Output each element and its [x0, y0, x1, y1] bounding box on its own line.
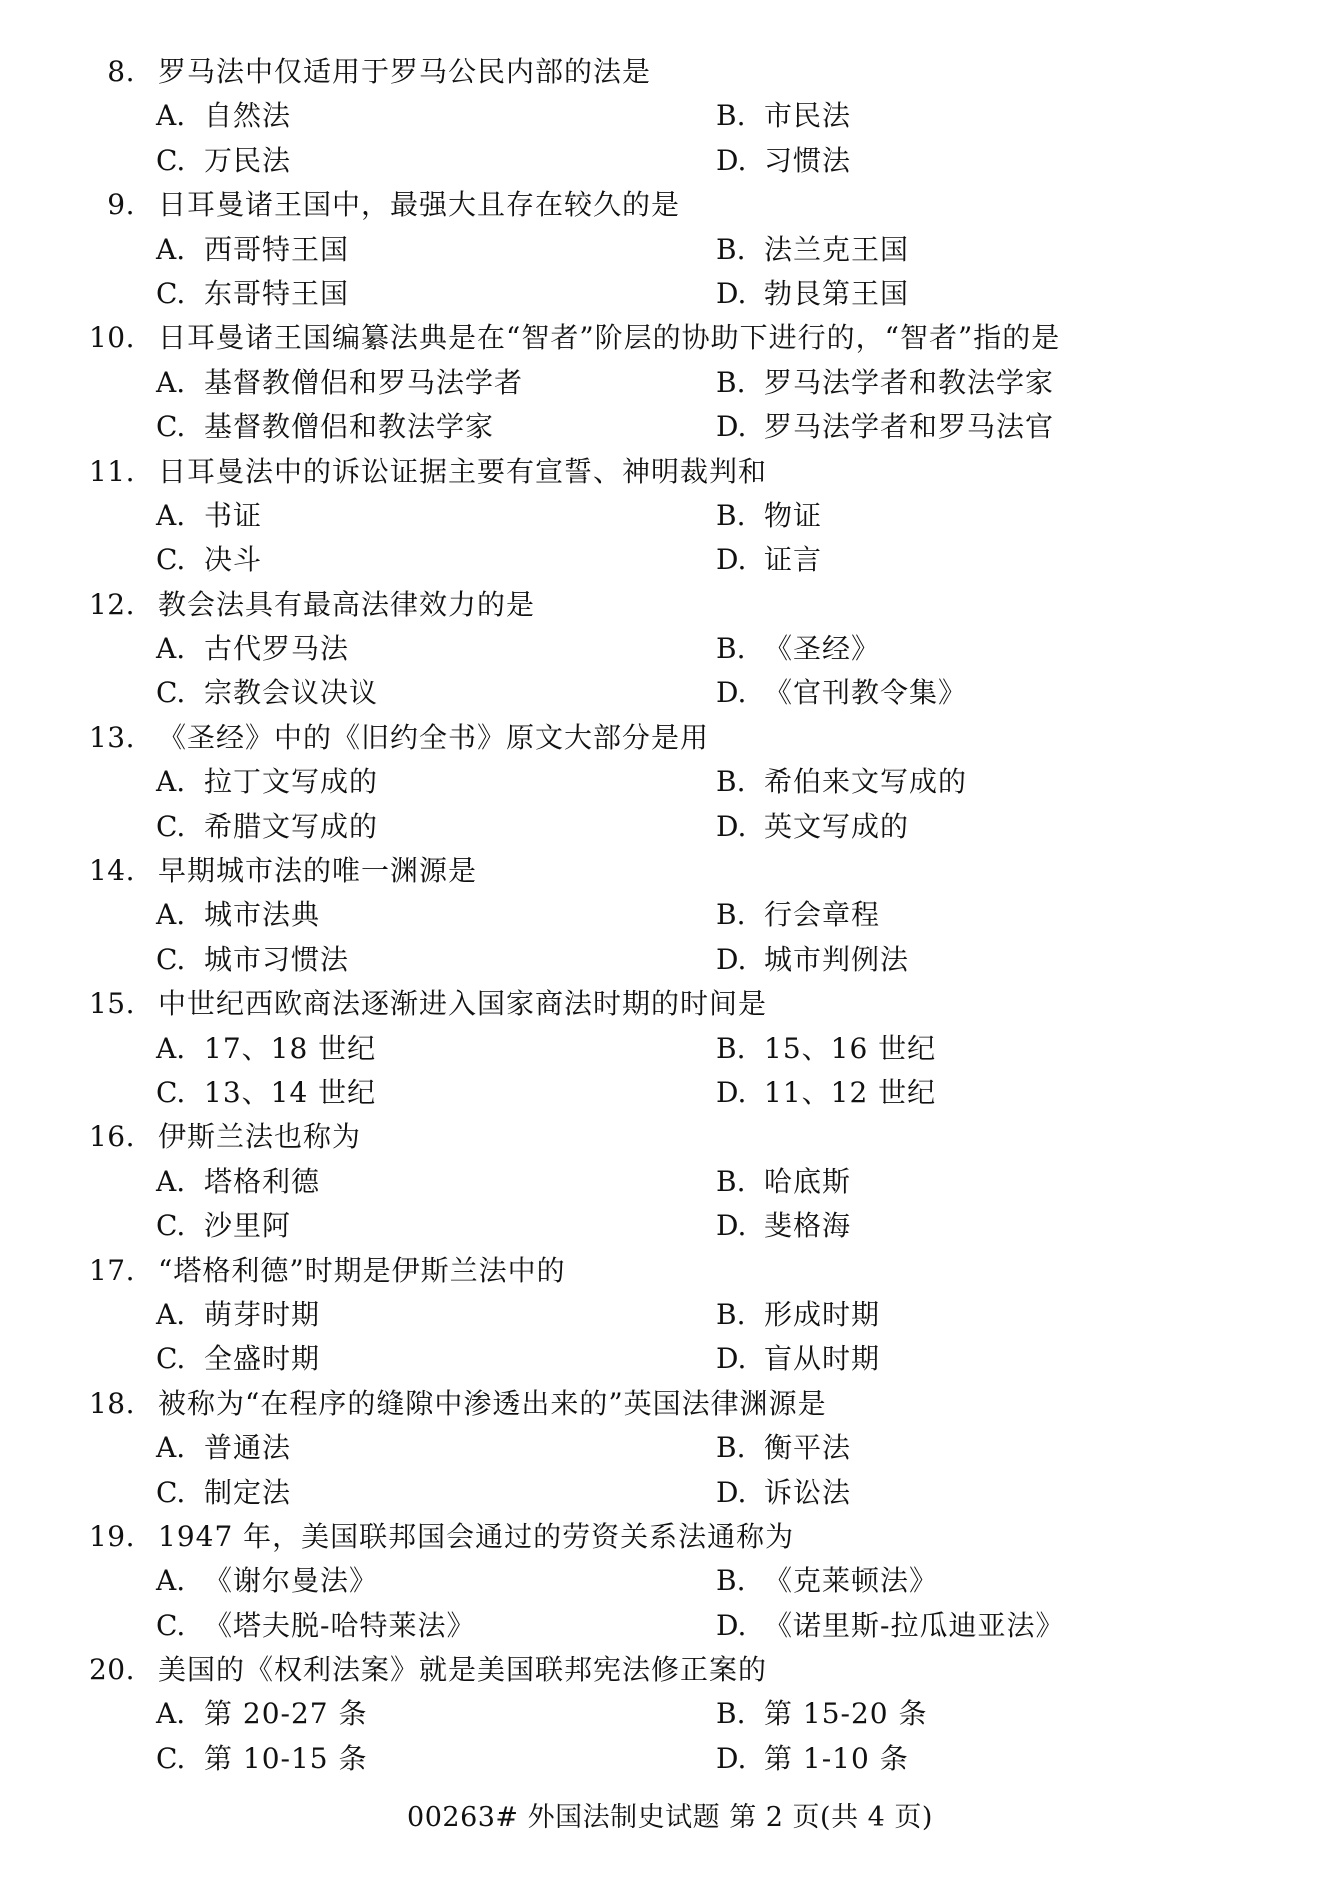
- options-row: [0, 1337, 1340, 1381]
- option-letter: C.: [156, 942, 186, 976]
- option-text: 基督教僧侣和教法学家: [204, 410, 495, 444]
- option-d: [716, 1204, 851, 1248]
- option-a: [156, 1027, 376, 1071]
- options-row: [0, 805, 1340, 849]
- options-row: [0, 1692, 1340, 1736]
- option-a: [156, 94, 291, 138]
- option-text: 《塔夫脱-哈特莱法》: [204, 1608, 476, 1642]
- options-row: [0, 1737, 1340, 1781]
- option-letter: C.: [156, 276, 186, 310]
- option-letter: C.: [156, 1342, 186, 1376]
- option-b: [716, 760, 967, 804]
- option-a: [156, 893, 320, 937]
- option-letter: C.: [156, 410, 186, 444]
- question-stem-line: [0, 1515, 1340, 1559]
- option-text: 诉讼法: [764, 1475, 852, 1509]
- question-number: 8.: [107, 55, 135, 88]
- option-text: 行会章程: [764, 898, 881, 932]
- option-d: [716, 1737, 909, 1781]
- question-stem-line: [0, 50, 1340, 94]
- option-a: [156, 1692, 368, 1736]
- options-row: [0, 94, 1340, 138]
- option-text: 自然法: [204, 99, 292, 133]
- option-d: [716, 272, 909, 316]
- exam-page: [0, 50, 1340, 1781]
- options-row: [0, 139, 1340, 183]
- question-number: 16.: [88, 1120, 135, 1154]
- question-stem: 美国的《权利法案》就是美国联邦宪法修正案的: [158, 1653, 768, 1687]
- option-letter: D.: [716, 1608, 747, 1642]
- option-text: 《官刊教令集》: [764, 676, 968, 710]
- option-letter: A.: [156, 1164, 186, 1198]
- option-a: [156, 1160, 320, 1204]
- option-text: 书证: [204, 498, 263, 532]
- option-text: 哈底斯: [764, 1164, 852, 1198]
- option-letter: D.: [716, 410, 747, 444]
- option-d: [716, 1471, 851, 1515]
- option-c: [156, 1604, 475, 1648]
- option-text: 城市判例法: [764, 942, 910, 976]
- option-c: [156, 538, 262, 582]
- question-number: 11.: [88, 454, 135, 488]
- question-number: 9.: [107, 188, 135, 222]
- option-c: [156, 1337, 320, 1381]
- option-text: 拉丁文写成的: [204, 765, 379, 799]
- option-letter: C.: [156, 676, 186, 710]
- option-letter: D.: [716, 1075, 747, 1109]
- option-text: 法兰克王国: [764, 232, 910, 266]
- question-stem-line: [0, 849, 1340, 893]
- option-a: [156, 494, 262, 538]
- question-block: [0, 1382, 1340, 1515]
- option-d: [716, 938, 909, 982]
- option-text: 英文写成的: [764, 809, 910, 843]
- question-block: [0, 982, 1340, 1115]
- option-letter: D.: [716, 809, 747, 843]
- option-letter: D.: [716, 1741, 747, 1775]
- options-row: [0, 1293, 1340, 1337]
- options-row: [0, 938, 1340, 982]
- option-d: [716, 1604, 1064, 1648]
- option-text: 西哥特王国: [204, 232, 350, 266]
- footer-text: 00263# 外国法制史试题 第 2 页(共 4 页): [407, 1802, 933, 1833]
- option-b: [716, 361, 1054, 405]
- question-number: 10.: [88, 321, 135, 355]
- option-letter: B.: [716, 1031, 746, 1065]
- options-row: [0, 760, 1340, 804]
- option-b: [716, 1559, 938, 1603]
- question-stem: 日耳曼诸王国中，最强大且存在较久的是: [158, 188, 681, 222]
- option-letter: C.: [156, 1608, 186, 1642]
- option-letter: B.: [716, 232, 746, 266]
- option-letter: D.: [716, 942, 747, 976]
- option-a: [156, 627, 349, 671]
- option-text: 衡平法: [764, 1431, 852, 1465]
- options-row: [0, 1471, 1340, 1515]
- option-text: 古代罗马法: [204, 632, 350, 666]
- option-letter: C.: [156, 1741, 186, 1775]
- question-stem: 中世纪西欧商法逐渐进入国家商法时期的时间是: [158, 987, 768, 1021]
- option-text: 决斗: [204, 543, 263, 577]
- option-letter: C.: [156, 1209, 186, 1243]
- option-b: [716, 494, 822, 538]
- option-d: [716, 671, 967, 715]
- option-letter: B.: [716, 365, 746, 399]
- options-row: [0, 1160, 1340, 1204]
- option-text: 罗马法学者和罗马法官: [764, 410, 1055, 444]
- question-block: [0, 716, 1340, 849]
- option-text: 17、18 世纪: [204, 1031, 377, 1065]
- option-letter: B.: [716, 1297, 746, 1331]
- question-stem-line: [0, 982, 1340, 1026]
- option-a: [156, 1559, 378, 1603]
- option-b: [716, 1027, 936, 1071]
- options-row: [0, 228, 1340, 272]
- option-text: 制定法: [204, 1475, 292, 1509]
- question-block: [0, 849, 1340, 982]
- option-letter: B.: [716, 1164, 746, 1198]
- option-a: [156, 760, 378, 804]
- question-block: [0, 183, 1340, 316]
- option-letter: D.: [716, 1209, 747, 1243]
- option-letter: B.: [716, 498, 746, 532]
- question-number: 17.: [88, 1253, 135, 1287]
- options-row: [0, 1071, 1340, 1115]
- option-c: [156, 1737, 368, 1781]
- option-text: 宗教会议决议: [204, 676, 379, 710]
- option-c: [156, 139, 291, 183]
- option-letter: B.: [716, 632, 746, 666]
- option-c: [156, 1071, 376, 1115]
- option-letter: A.: [156, 1297, 186, 1331]
- option-text: 证言: [764, 543, 823, 577]
- option-text: 第 20-27 条: [204, 1697, 368, 1731]
- question-stem: 教会法具有最高法律效力的是: [158, 587, 536, 621]
- option-letter: A.: [156, 898, 186, 932]
- option-c: [156, 405, 494, 449]
- option-b: [716, 627, 880, 671]
- option-text: 盲从时期: [764, 1342, 881, 1376]
- option-a: [156, 361, 523, 405]
- option-b: [716, 1692, 928, 1736]
- option-text: 东哥特王国: [204, 276, 350, 310]
- option-text: 第 10-15 条: [204, 1741, 368, 1775]
- option-text: 斐格海: [764, 1209, 852, 1243]
- option-text: 罗马法学者和教法学家: [764, 365, 1055, 399]
- option-b: [716, 1293, 880, 1337]
- options-row: [0, 627, 1340, 671]
- option-c: [156, 1204, 291, 1248]
- option-text: 形成时期: [764, 1297, 881, 1331]
- options-row: [0, 671, 1340, 715]
- question-block: [0, 450, 1340, 583]
- option-text: 市民法: [764, 99, 852, 133]
- option-letter: C.: [156, 543, 186, 577]
- option-letter: C.: [156, 809, 186, 843]
- options-row: [0, 494, 1340, 538]
- option-text: 沙里阿: [204, 1209, 292, 1243]
- question-number: 18.: [88, 1386, 135, 1420]
- question-stem: 1947 年，美国联邦国会通过的劳资关系法通称为: [158, 1519, 795, 1553]
- option-a: [156, 228, 349, 272]
- question-stem-line: [0, 1249, 1340, 1293]
- option-text: 普通法: [204, 1431, 292, 1465]
- option-c: [156, 938, 349, 982]
- question-block: [0, 1115, 1340, 1248]
- option-text: 城市习惯法: [204, 942, 350, 976]
- option-letter: A.: [156, 1697, 186, 1731]
- option-letter: B.: [716, 765, 746, 799]
- option-letter: A.: [156, 365, 186, 399]
- option-letter: A.: [156, 632, 186, 666]
- option-text: 基督教僧侣和罗马法学者: [204, 365, 524, 399]
- option-text: 全盛时期: [204, 1342, 321, 1376]
- option-letter: B.: [716, 1697, 746, 1731]
- option-letter: B.: [716, 1431, 746, 1465]
- option-letter: A.: [156, 1031, 186, 1065]
- options-row: [0, 1559, 1340, 1603]
- option-letter: D.: [716, 1342, 747, 1376]
- option-letter: A.: [156, 99, 186, 133]
- question-stem-line: [0, 716, 1340, 760]
- options-row: [0, 1604, 1340, 1648]
- option-a: [156, 1426, 291, 1470]
- question-stem-line: [0, 1648, 1340, 1692]
- options-row: [0, 893, 1340, 937]
- options-row: [0, 405, 1340, 449]
- options-row: [0, 1426, 1340, 1470]
- option-letter: D.: [716, 276, 747, 310]
- option-d: [716, 538, 822, 582]
- option-text: 第 15-20 条: [764, 1697, 928, 1731]
- option-text: 13、14 世纪: [204, 1075, 377, 1109]
- option-letter: A.: [156, 765, 186, 799]
- option-a: [156, 1293, 320, 1337]
- options-row: [0, 538, 1340, 582]
- option-letter: A.: [156, 232, 186, 266]
- option-letter: D.: [716, 1475, 747, 1509]
- option-letter: D.: [716, 543, 747, 577]
- option-d: [716, 405, 1054, 449]
- option-letter: B.: [716, 898, 746, 932]
- option-d: [716, 1337, 880, 1381]
- question-block: [0, 583, 1340, 716]
- question-stem: 日耳曼法中的诉讼证据主要有宣誓、神明裁判和: [158, 454, 768, 488]
- question-number: 12.: [88, 587, 135, 621]
- question-number: 20.: [88, 1653, 135, 1687]
- question-stem: 伊斯兰法也称为: [158, 1120, 362, 1154]
- option-b: [716, 1160, 851, 1204]
- option-text: 城市法典: [204, 898, 321, 932]
- option-text: 第 1-10 条: [764, 1741, 909, 1775]
- question-stem-line: [0, 1115, 1340, 1159]
- question-stem: 日耳曼诸王国编纂法典是在“智者”阶层的协助下进行的，“智者”指的是: [158, 321, 1061, 355]
- option-text: 勃艮第王国: [764, 276, 910, 310]
- option-text: 11、12 世纪: [764, 1075, 937, 1109]
- question-block: [0, 1648, 1340, 1781]
- option-text: 《诺里斯-拉瓜迪亚法》: [764, 1608, 1065, 1642]
- option-text: 萌芽时期: [204, 1297, 321, 1331]
- option-text: 15、16 世纪: [764, 1031, 937, 1065]
- option-b: [716, 893, 880, 937]
- question-stem-line: [0, 183, 1340, 227]
- option-text: 万民法: [204, 143, 292, 177]
- option-c: [156, 671, 378, 715]
- option-text: 《谢尔曼法》: [204, 1564, 379, 1598]
- option-text: 希伯来文写成的: [764, 765, 968, 799]
- option-text: 习惯法: [764, 143, 852, 177]
- option-letter: A.: [156, 1431, 186, 1465]
- question-number: 13.: [88, 720, 135, 754]
- option-d: [716, 1071, 936, 1115]
- option-c: [156, 805, 378, 849]
- page-footer: [0, 1795, 1340, 1834]
- question-block: [0, 50, 1340, 183]
- option-text: 《克莱顿法》: [764, 1564, 939, 1598]
- option-b: [716, 228, 909, 272]
- question-stem: “塔格利德”时期是伊斯兰法中的: [158, 1253, 566, 1287]
- question-block: [0, 1515, 1340, 1648]
- option-letter: C.: [156, 1475, 186, 1509]
- question-number: 14.: [88, 854, 135, 888]
- option-letter: C.: [156, 143, 186, 177]
- option-letter: D.: [716, 676, 747, 710]
- question-stem: 《圣经》中的《旧约全书》原文大部分是用: [158, 720, 710, 754]
- option-d: [716, 139, 851, 183]
- question-stem: 罗马法中仅适用于罗马公民内部的法是: [158, 55, 652, 88]
- option-text: 希腊文写成的: [204, 809, 379, 843]
- option-b: [716, 1426, 851, 1470]
- option-letter: C.: [156, 1075, 186, 1109]
- options-row: [0, 1204, 1340, 1248]
- option-letter: A.: [156, 498, 186, 532]
- question-stem-line: [0, 450, 1340, 494]
- question-stem-line: [0, 583, 1340, 627]
- question-stem-line: [0, 316, 1340, 360]
- option-c: [156, 272, 349, 316]
- option-c: [156, 1471, 291, 1515]
- option-text: 塔格利德: [204, 1164, 321, 1198]
- question-stem: 被称为“在程序的缝隙中渗透出来的”英国法律渊源是: [158, 1386, 827, 1420]
- option-text: 物证: [764, 498, 823, 532]
- option-letter: A.: [156, 1564, 186, 1598]
- question-stem: 早期城市法的唯一渊源是: [158, 854, 478, 888]
- question-number: 15.: [88, 987, 135, 1021]
- question-stem-line: [0, 1382, 1340, 1426]
- options-row: [0, 1027, 1340, 1071]
- option-b: [716, 94, 851, 138]
- option-letter: B.: [716, 99, 746, 133]
- question-number: 19.: [88, 1519, 135, 1553]
- question-block: [0, 316, 1340, 449]
- option-letter: B.: [716, 1564, 746, 1598]
- options-row: [0, 272, 1340, 316]
- option-text: 《圣经》: [764, 632, 881, 666]
- options-row: [0, 361, 1340, 405]
- option-d: [716, 805, 909, 849]
- option-letter: D.: [716, 143, 747, 177]
- question-block: [0, 1249, 1340, 1382]
